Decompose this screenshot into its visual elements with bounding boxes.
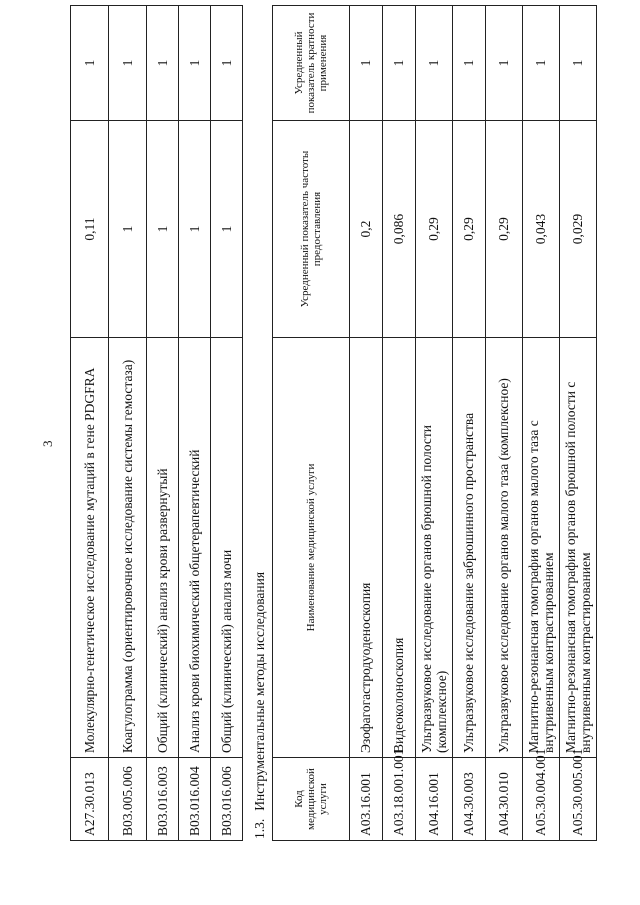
frequency-value: 0,11 <box>71 121 109 338</box>
instrumental-methods-table <box>272 5 597 841</box>
table-row <box>416 6 453 841</box>
service-code: B03.016.004 <box>179 758 211 841</box>
service-code: A27.30.013 <box>71 758 109 841</box>
multiplicity-value: 1 <box>211 6 243 121</box>
frequency-value: 1 <box>179 121 211 338</box>
table-row <box>211 6 243 841</box>
table-row <box>350 6 383 841</box>
service-name: Магнитно-резонансная томография органов малого таза с внутривенным контрастированием <box>523 338 560 758</box>
section-heading <box>252 564 268 839</box>
frequency-value: 0,29 <box>453 121 486 338</box>
multiplicity-value: 1 <box>416 6 453 121</box>
table-row <box>523 6 560 841</box>
service-code: A03.18.001.001 <box>383 758 416 841</box>
service-code: A05.30.004.001 <box>523 758 560 841</box>
page-number: 3 <box>40 440 55 447</box>
service-name: Магнитно-резонансная томография органов брюшной полости с внутривенным контрастированием <box>560 338 597 758</box>
service-name: Видеоколоноскопия <box>383 338 416 758</box>
header-multiplicity: Усредненный показатель кратности применения <box>273 6 350 121</box>
service-name: Коагулограмма (ориентировочное исследование системы гемостаза) <box>109 338 147 758</box>
table-row <box>560 6 597 841</box>
service-code: B03.016.003 <box>147 758 179 841</box>
service-code: A04.30.003 <box>453 758 486 841</box>
header-name: Наименование медицинской услуги <box>273 338 350 758</box>
multiplicity-value: 1 <box>179 6 211 121</box>
multiplicity-value: 1 <box>560 6 597 121</box>
service-code: A04.16.001 <box>416 758 453 841</box>
frequency-value: 0,043 <box>523 121 560 338</box>
service-code: B03.005.006 <box>109 758 147 841</box>
frequency-value: 0,29 <box>416 121 453 338</box>
service-name: Общий (клинический) анализ мочи <box>211 338 243 758</box>
table-row <box>109 6 147 841</box>
frequency-value: 1 <box>211 121 243 338</box>
multiplicity-value: 1 <box>147 6 179 121</box>
service-name: Общий (клинический) анализ крови развернутый <box>147 338 179 758</box>
multiplicity-value: 1 <box>350 6 383 121</box>
multiplicity-value: 1 <box>486 6 523 121</box>
service-code: A05.30.005.001 <box>560 758 597 841</box>
table-row <box>179 6 211 841</box>
service-code: B03.016.006 <box>211 758 243 841</box>
service-name: Ультразвуковое исследование забрюшинного пространства <box>453 338 486 758</box>
table-row <box>71 6 109 841</box>
table-row <box>147 6 179 841</box>
table-row <box>453 6 486 841</box>
frequency-value: 0,29 <box>486 121 523 338</box>
frequency-value: 1 <box>109 121 147 338</box>
frequency-value: 0,029 <box>560 121 597 338</box>
lab-services-table <box>70 5 243 841</box>
service-name: Ультразвуковое исследование органов малого таза (комплексное) <box>486 338 523 758</box>
table-row <box>486 6 523 841</box>
section-number: 1.3. <box>252 818 267 839</box>
table-row <box>383 6 416 841</box>
header-code: Код медицинской услуги <box>273 758 350 841</box>
multiplicity-value: 1 <box>383 6 416 121</box>
multiplicity-value: 1 <box>523 6 560 121</box>
section-title: Инструментальные методы исследования <box>252 571 267 811</box>
frequency-value: 0,2 <box>350 121 383 338</box>
multiplicity-value: 1 <box>71 6 109 121</box>
frequency-value: 1 <box>147 121 179 338</box>
table-header-row <box>273 6 350 841</box>
service-name: Эзофагогастродуоденоскопия <box>350 338 383 758</box>
service-code: A03.16.001 <box>350 758 383 841</box>
header-frequency: Усредненный показатель частоты предоставления <box>273 121 350 338</box>
service-code: A04.30.010 <box>486 758 523 841</box>
frequency-value: 0,086 <box>383 121 416 338</box>
multiplicity-value: 1 <box>109 6 147 121</box>
service-name: Молекулярно-генетическое исследование мутаций в гене PDGFRA <box>71 338 109 758</box>
service-name: Ультразвуковое исследование органов брюшной полости (комплексное) <box>416 338 453 758</box>
service-name: Анализ крови биохимический общетерапевтический <box>179 338 211 758</box>
multiplicity-value: 1 <box>453 6 486 121</box>
